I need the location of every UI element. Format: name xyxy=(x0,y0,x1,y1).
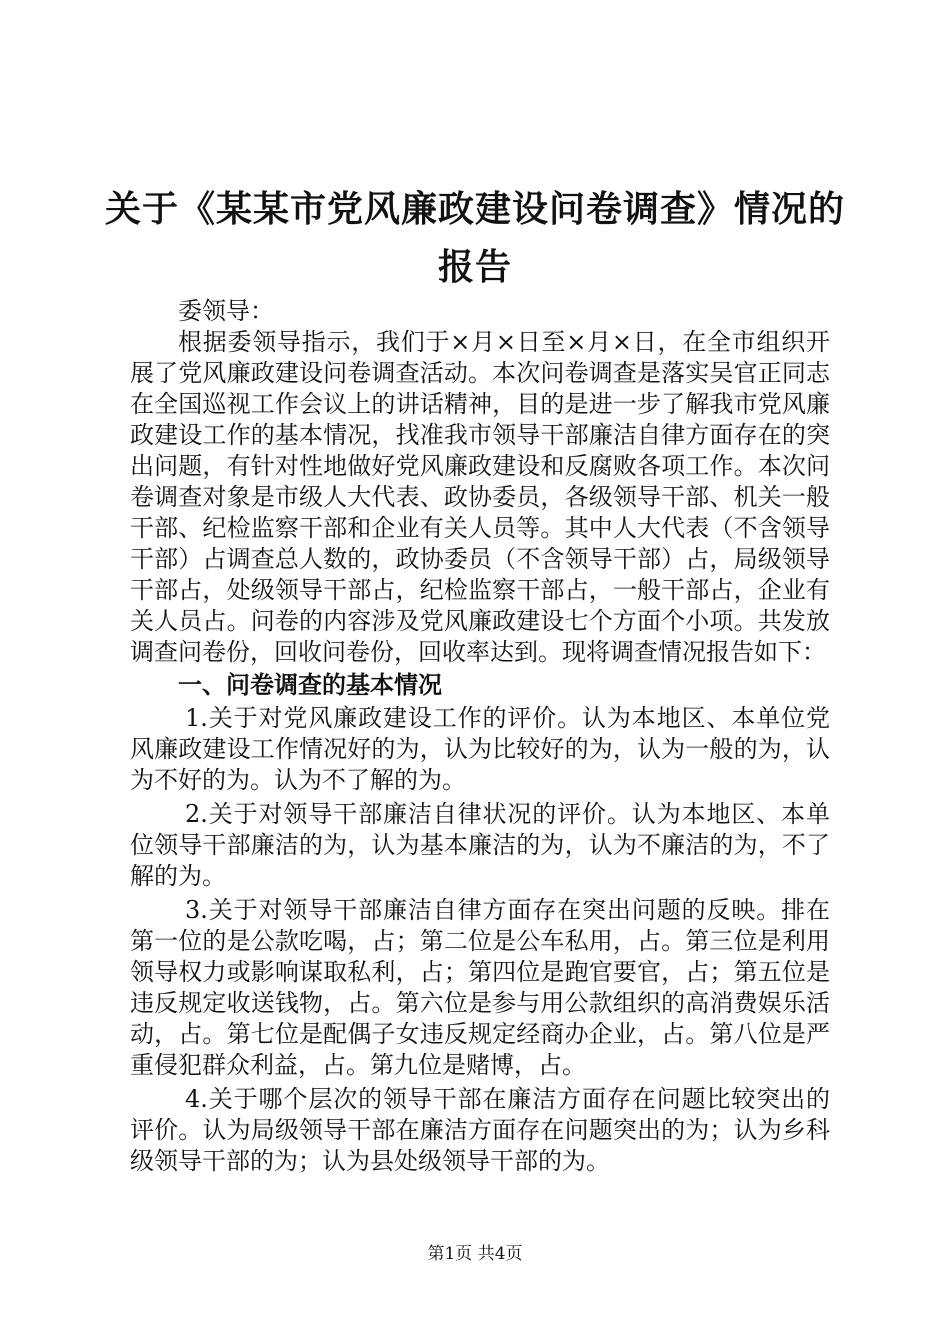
survey-item-3: 3.关于对领导干部廉洁自律方面存在突出问题的反映。排在第一位的是公款吃喝，占；第二位是公车私用，占。第三位是利用领导权力或影响谋取私利，占；第四位是跑官要官，占；第五位是违反规定收送钱物，占。第六位是参与用公款组织的高消费娱乐活动，占。第七位是配偶子女违反规定经商办企业，占。第八位是严重侵犯群众利益，占。第九位是赌博，占。 xyxy=(130,896,830,1079)
salutation: 委领导： xyxy=(178,297,274,325)
section-heading: 一、问卷调查的基本情况 xyxy=(178,670,442,699)
survey-item-1: 1.关于对党风廉政建设工作的评价。认为本地区、本单位党风廉政建设工作情况好的为，认为比较好的为，认为一般的为，认为不好的为。认为不了解的为。 xyxy=(130,704,830,794)
page-number-footer: 第1页 共4页 xyxy=(427,1244,523,1264)
document-title: 关于《某某市党风廉政建设问卷调查》情况的报告 xyxy=(104,188,845,288)
survey-item-4: 4.关于哪个层次的领导干部在廉洁方面存在问题比较突出的评价。认为局级领导干部在廉洁方面存在问题突出的为；认为乡科级领导干部的为；认为县处级领导干部的为。 xyxy=(130,1085,830,1175)
document-body xyxy=(130,296,830,1177)
survey-item-2: 2.关于对领导干部廉洁自律状况的评价。认为本地区、本单位领导干部廉洁的为，认为基本廉洁的为，认为不廉洁的为，不了解的为。 xyxy=(130,800,830,890)
intro-paragraph: 根据委领导指示，我们于×月×日至×月×日，在全市组织开展了党风廉政建设问卷调查活动。本次问卷调查是落实吴官正同志在全国巡视工作会议上的讲话精神，目的是进一步了解我市党风廉政建设工作的基本情况，找准我市领导干部廉洁自律方面存在的突出问题，有针对性地做好党风廉政建设和反腐败各项工作。本次问卷调查对象是市级人大代表、政协委员，各级领导干部、机关一般干部、纪检监察干部和企业有关人员等。其中人大代表（不含领导干部）占调查总人数的，政协委员（不含领导干部）占，局级领导干部占，处级领导干部占，纪检监察干部占，一般干部占，企业有关人员占。问卷的内容涉及党风廉政建设七个方面个小项。共发放调查问卷份，回收问卷份，回收率达到。现将调查情况报告如下： xyxy=(130,328,830,666)
